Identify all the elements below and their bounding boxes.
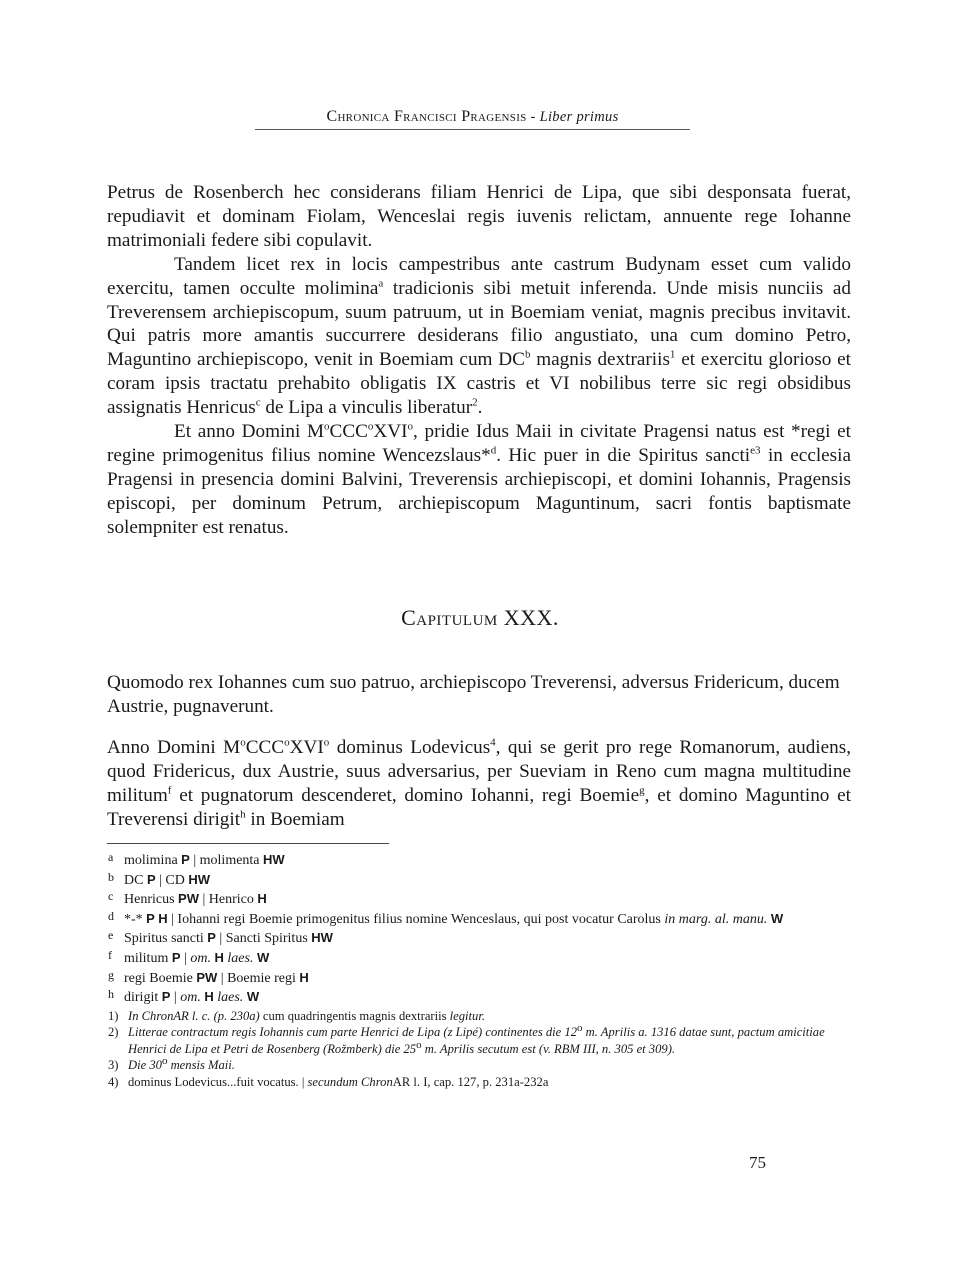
text-span: om. — [190, 950, 211, 966]
siglum: H — [257, 891, 267, 907]
text-span: mensis Maii. — [167, 1058, 235, 1073]
running-head-title: Chronica Francisci Pragensis — [326, 108, 527, 125]
apparatus-note — [108, 969, 848, 989]
text-span: . Hic puer in die Spiritus sancti — [496, 444, 751, 466]
footnote-divider — [107, 843, 389, 844]
note-text — [128, 1024, 848, 1057]
chapter-summary-text: Quomodo rex Iohannes cum suo patruo, archiepiscopo Treverensi, adversus Fridericum, ducem Austrie, pugnaverunt. — [107, 672, 840, 717]
paragraph-2 — [107, 253, 851, 420]
siglum: P — [181, 852, 190, 867]
text-span: dominus Lodevicus...fuit vocatus. | — [128, 1074, 308, 1089]
apparatus-letter: d — [108, 908, 114, 923]
footnote-marker: 2 — [472, 396, 478, 409]
siglum: W — [253, 949, 270, 965]
text-span: | Iohanni regi Boemie primogenitus filius nomine Wenceslaus, qui post vocatur Carolus — [167, 911, 665, 927]
ordinal-marker: o — [161, 1055, 168, 1068]
apparatus-note — [108, 929, 848, 949]
apparatus-note — [108, 890, 848, 910]
text-span: laes. — [223, 950, 254, 966]
text-span: de Lipa a vinculis liberatur — [260, 397, 473, 419]
siglum: PW — [178, 891, 199, 907]
apparatus-note — [108, 851, 848, 871]
siglum: P — [171, 949, 181, 965]
text-span: legitur. — [449, 1008, 486, 1023]
footnote-marker: a — [378, 277, 384, 290]
text-span: *-* — [124, 911, 147, 927]
text-span: cum quadringentis magnis dextrariis — [259, 1008, 450, 1023]
text-span: molimina — [124, 853, 182, 868]
paragraph-3 — [107, 420, 851, 540]
text-span: m. Aprilis a. 1316 datae sunt, pactum amicitiae Henrici de Lipa et Petri de Rosenberg (Rožmberk) die 25 — [128, 1025, 825, 1056]
text-span: Litterae contractum regis Iohannis cum parte Henrici de Lipa (z Lipé) continentes die 12 — [128, 1025, 577, 1040]
footnote-marker: e3 — [750, 444, 761, 457]
apparatus-letter: e — [108, 928, 114, 943]
text-span: Et anno Domini M — [174, 421, 325, 443]
footnote-marker: b — [524, 348, 531, 361]
footnote-marker: g — [639, 784, 645, 797]
text-span: | — [170, 990, 181, 1006]
text-span: om. — [180, 990, 201, 1006]
note-number: 3) — [108, 1058, 119, 1073]
note-text — [128, 1008, 848, 1025]
apparatus-text — [124, 890, 848, 910]
siglum: H — [214, 949, 224, 965]
apparatus-letter: b — [108, 869, 114, 884]
text-span: dominus Lodevicus — [329, 737, 491, 758]
siglum: H — [204, 989, 214, 1005]
footnote-marker: 1 — [669, 348, 676, 361]
text-span: | Sancti Spiritus — [215, 931, 312, 947]
text-span: laes. — [213, 990, 244, 1006]
ordinal-marker: o — [367, 420, 374, 433]
apparatus-text — [124, 929, 848, 949]
note-text — [128, 1057, 848, 1074]
ordinal-marker: o — [323, 736, 330, 749]
footnote-marker: h — [240, 808, 246, 821]
text-span: CCC — [329, 421, 368, 443]
paragraph-4 — [107, 736, 851, 832]
ordinal-marker: o — [240, 736, 246, 749]
text-span: AR l. I, cap. 127, p. 231a-232a — [392, 1074, 549, 1089]
ordinal-marker: o — [407, 420, 414, 433]
text-span: tradicionis sibi metuit inferenda. Unde misis nunciis ad Treverensem archiepiscopum, suum patruum, ut in Boemiam veniat, magnis precibus invitavit. Qui patris more amantis succurrere desiderans filio angustiato, una cum domino Petro, Maguntino archiepiscopo, venit in Boemiam cum DC — [107, 277, 851, 371]
numbered-note-3 — [108, 1057, 848, 1074]
text-span: , pridie Idus Maii in civitate Pragensi natus est *regi et regine primogenitus filius nomine Wencezslaus* — [107, 421, 851, 466]
text-span: In ChronAR l. c. (p. 230a) — [128, 1008, 260, 1023]
siglum: P — [207, 930, 216, 946]
siglum: PW — [196, 969, 218, 985]
ordinal-marker: o — [577, 1022, 583, 1035]
text-span: | Boemie regi — [217, 970, 300, 986]
text-span: secundum Chron — [307, 1074, 393, 1089]
chapter-summary — [107, 671, 851, 719]
apparatus-text — [124, 910, 848, 930]
apparatus-text — [124, 871, 848, 891]
siglum: P H — [146, 910, 168, 926]
text-span: XVI — [373, 421, 408, 443]
text-span: . — [477, 397, 483, 419]
text-span: militum — [124, 950, 172, 966]
text-span: m. Aprilis secutum est (v. RBM III, n. 305 et 309). — [421, 1041, 676, 1056]
running-head — [255, 108, 690, 130]
apparatus-text — [124, 851, 848, 871]
siglum: HW — [311, 930, 333, 946]
text-span: Spiritus sancti — [124, 931, 208, 947]
apparatus-letter: g — [108, 967, 114, 982]
text-span: , et domino Maguntino et Treverensi dirigit — [107, 784, 851, 830]
apparatus-text — [124, 969, 848, 989]
text-span: DC — [124, 872, 147, 888]
main-text-block-1 — [107, 181, 851, 540]
ordinal-marker: o — [324, 420, 330, 433]
apparatus-letter: a — [108, 850, 114, 864]
text-span: in Boemiam — [245, 808, 345, 830]
apparatus-letter: c — [108, 889, 114, 904]
note-number: 2) — [108, 1025, 119, 1040]
note-text — [128, 1074, 848, 1091]
text-span: | Henrico — [199, 892, 258, 908]
siglum: HW — [188, 871, 211, 887]
chapter-title: Capitulum XXX. — [401, 605, 559, 630]
text-span: Henricus — [124, 892, 179, 908]
text-span: magnis dextrariis — [530, 349, 670, 371]
text-span: Tandem licet rex in locis campestribus ante castrum Budynam esset cum valido exercitu, tamen occulte molimina — [107, 253, 851, 299]
siglum: P — [146, 871, 156, 887]
apparatus-note — [108, 871, 848, 891]
siglum: W — [770, 910, 784, 926]
text-span: in marg. al. manu. — [664, 911, 768, 927]
main-text-block-2 — [107, 736, 851, 832]
numbered-note-4 — [108, 1074, 848, 1091]
apparatus-note — [108, 949, 848, 969]
text-span: in ecclesia Pragensi in presencia domini Balvini, Treverensis archiepiscopi, et domini Iohannis, Pragensis episcopi, per dominum Petrum, archiepiscopum Maguntinum, sacri fontis baptismate solempniter est renatus. — [107, 444, 851, 538]
footnote-marker: d — [490, 444, 497, 457]
siglum: P — [161, 989, 171, 1005]
text-span: | CD — [155, 872, 189, 888]
paragraph-1: Petrus de Rosenberch hec considerans filiam Henrici de Lipa, que sibi desponsata fuerat, repudiavit et dominam Fiolam, Wenceslai regis iuvenis relictam, annuente rege Iohanne matrimoniali federe sibi copulavit. — [107, 182, 851, 251]
footnote-marker: c — [255, 396, 261, 409]
note-number: 1) — [108, 1008, 119, 1023]
apparatus-text — [124, 988, 848, 1008]
apparatus-text — [124, 949, 848, 969]
numbered-note-2 — [108, 1024, 848, 1057]
text-span: XVI — [289, 737, 324, 758]
text-span: Anno Domini M — [107, 737, 241, 758]
text-span: | molimenta — [189, 853, 264, 868]
footnotes — [108, 851, 848, 1090]
apparatus-letter: h — [108, 987, 114, 1002]
note-number: 4) — [108, 1074, 119, 1089]
running-head-separator: - — [530, 109, 536, 125]
apparatus-note — [108, 910, 848, 930]
apparatus-letter: f — [108, 947, 112, 962]
ordinal-marker: o — [284, 736, 290, 749]
text-span: dirigit — [124, 990, 162, 1006]
text-span: | — [180, 950, 191, 966]
siglum: H — [299, 969, 309, 985]
text-span: et exercitu glorioso et coram ipsis tractatu prehabito obligatis IX castris et VI nobilibus terre sic regi obsidibus assignatis Henricus — [107, 349, 851, 419]
critical-apparatus — [108, 851, 848, 1008]
page-number: 75 — [749, 1153, 766, 1172]
siglum: W — [243, 989, 260, 1005]
text-span: , qui se gerit pro rege Romanorum, audiens, quod Fridericus, dux Austrie, suus adversarius, per Sueviam in Reno cum magna multitudine militum — [107, 737, 851, 806]
text-span: et pugnatorum descenderet, domino Iohanni, regi Boemie — [171, 784, 640, 806]
numbered-note-1 — [108, 1008, 848, 1025]
running-head-liber: Liber primus — [539, 109, 619, 125]
text-span: CCC — [245, 737, 285, 758]
apparatus-note — [108, 988, 848, 1008]
footnote-marker: f — [167, 784, 172, 797]
text-span: regi Boemie — [124, 970, 197, 986]
footnote-marker: 4 — [490, 736, 496, 749]
text-span: Die 30 — [128, 1058, 162, 1073]
siglum: HW — [263, 852, 285, 867]
ordinal-marker: o — [416, 1038, 422, 1051]
